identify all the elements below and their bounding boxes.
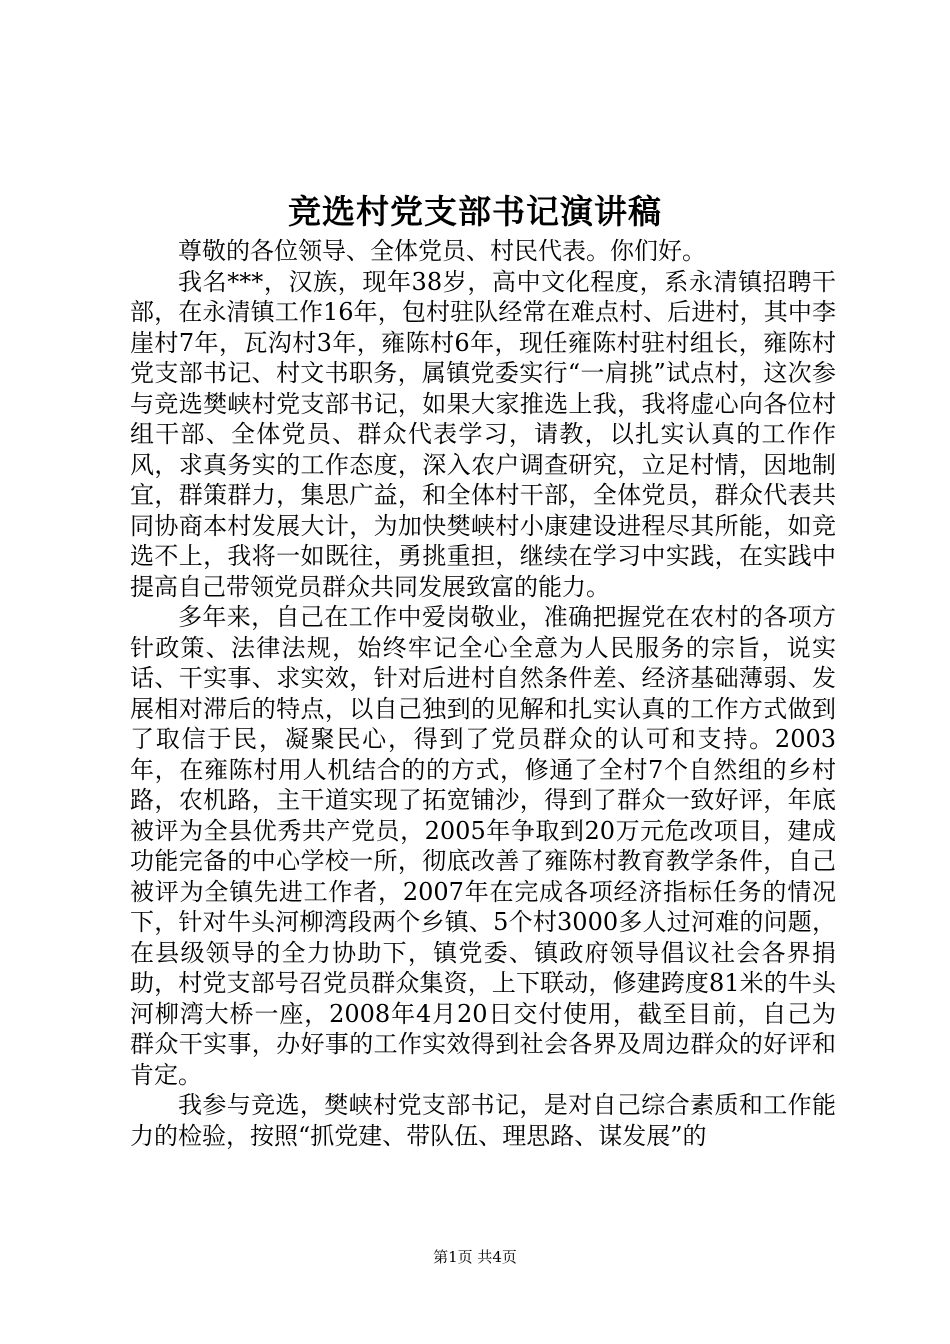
paragraph-greeting: 尊敬的各位领导、全体党员、村民代表。你们好。 [178,237,706,265]
paragraph-candidacy: 我参与竞选，樊峡村党支部书记，是对自己综合素质和工作能力的检验，按照“抓党建、带队伍、理思路、谋发展”的 [130,1091,836,1150]
document-body [130,236,836,1151]
paragraph-achievements: 多年来，自己在工作中爱岗敬业，准确把握党在农村的各项方针政策、法律法规，始终牢记全心全意为人民服务的宗旨，说实话、干实事、求实效，针对后进村自然条件差、经济基础薄弱、发展相对滞后的特点，以自己独到的见解和扎实认真的工作方式做到了取信于民，凝聚民心，得到了党员群众的认可和支持。2003年，在雍陈村用人机结合的的方式，修通了全村7个自然组的乡村路，农机路，主干道实现了拓宽铺沙，得到了群众一致好评，年底被评为全县优秀共产党员，2005年争取到20万元危改项目，建成功能完备的中心学校一所，彻底改善了雍陈村教育教学条件，自己被评为全镇先进工作者，2007年在完成各项经济指标任务的情况下，针对牛头河柳湾段两个乡镇、5个村3000多人过河难的问题，在县级领导的全力协助下，镇党委、镇政府领导倡议社会各界捐助，村党支部号召党员群众集资，上下联动，修建跨度81米的牛头河柳湾大桥一座，2008年4月20日交付使用，截至目前，自己为群众干实事，办好事的工作实效得到社会各界及周边群众的好评和肯定。 [130,603,836,1089]
paragraph-introduction: 我名***，汉族，现年38岁，高中文化程度，系永清镇招聘干部，在永清镇工作16年，包村驻队经常在难点村、后进村，其中李崖村7年，瓦沟村3年，雍陈村6年，现任雍陈村驻村组长，雍陈村党支部书记、村文书职务，属镇党委实行“一肩挑”试点村，这次参与竞选樊峡村党支部书记，如果大家推选上我，我将虚心向各位村组干部、全体党员、群众代表学习，请教，以扎实认真的工作作风，求真务实的工作态度，深入农户调查研究，立足村情，因地制宜，群策群力，集思广益，和全体村干部，全体党员，群众代表共同协商本村发展大计，为加快樊峡村小康建设进程尽其所能，如竞选不上，我将一如既往，勇挑重担，继续在学习中实践，在实践中提高自己带领党员群众共同发展致富的能力。 [130,267,836,601]
page-footer: 第1页 共4页 [433,1248,517,1266]
page-title: 竞选村党支部书记演讲稿 [288,192,662,231]
